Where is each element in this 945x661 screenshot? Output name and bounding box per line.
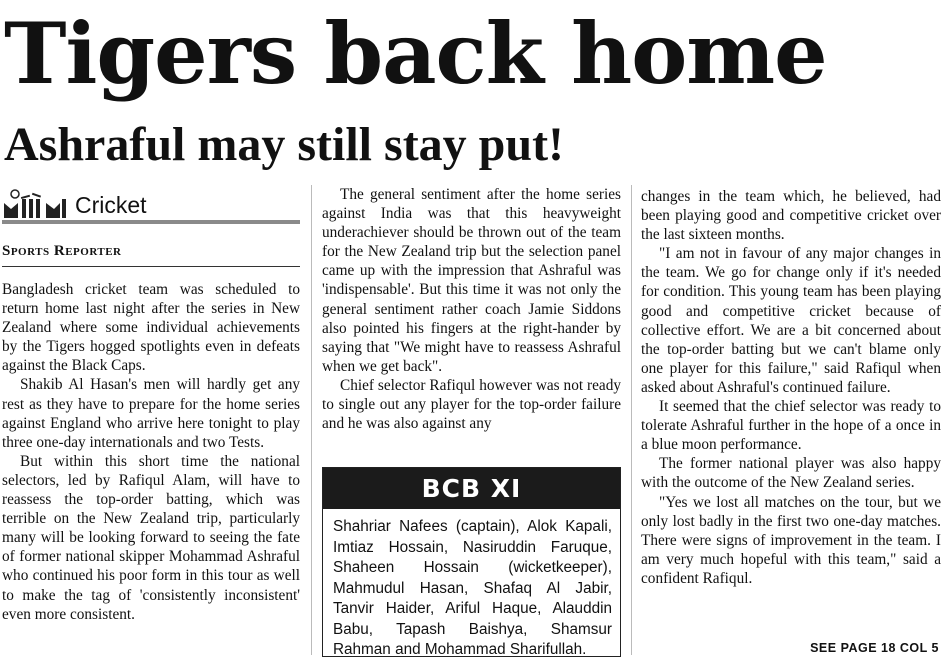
continuation-note: SEE PAGE 18 COL 5 [810,641,939,655]
article-column-2 [322,185,621,433]
paragraph: Bangladesh cricket team was scheduled to return home last night after the series in New Zealand where some individual achievements by the Tigers hogged spotlights even in defeats against the Black Caps. [2,281,300,375]
paragraph: It seemed that the chief selector was ready to tolerate Ashraful further in the hope of a once in a blue moon performance. [641,398,941,454]
squad-box-players: Shahriar Nafees (captain), Alok Kapali, Imtiaz Hossain, Nasiruddin Faruque, Shaheen Hossain (wicketkeeper), Mahmudul Hasan, Shafaq Al Jabir, Tanvir Haider, Ariful Haque, Alauddin Babu, Tapash Baishya, Shamsur Rahman and Mohammad Sharifullah. [333,518,612,658]
paragraph: changes in the team which, he believed, had been playing good and competitive cricket over the last sixteen months. [641,188,941,244]
paragraph: The general sentiment after the home series against India was that this heavyweight underachiever should be thrown out of the team for the New Zealand trip but the selection panel came up with the impression that Ashraful was 'indispensable'. But this time it was not only the general sentiment rather coach Jamie Siddons also pointed his fingers at the right-hander by saying that "We might have to reassess Ashraful when we get back". [322,186,621,375]
column-divider [631,185,632,655]
section-header [2,183,300,225]
section-label: Cricket [75,192,147,218]
headline: Tigers back home [4,4,827,103]
cricket-stumps-icon [2,189,68,219]
paragraph: The former national player was also happy with the outcome of the New Zealand series. [641,455,941,492]
section-rule [2,220,300,224]
paragraph: Chief selector Rafiqul however was not ready to single out any player for the top-order failure and he was also against any [322,376,621,433]
byline: Sports Reporter [2,243,122,259]
squad-box-title: BCB XI [323,468,620,509]
paragraph: Shakib Al Hasan's men will hardly get any rest as they have to prepare for the home series against England who arrive here tonight to play three one-day internationals and two Tests. [2,376,300,451]
column-divider [311,185,312,655]
article-column-1 [2,280,300,624]
paragraph: "I am not in favour of any major changes in the team. We go for change only if it's needed for condition. This young team has been playing good and competitive cricket because of collective effort. We are a bit concerned about the top-order batting but we can't blame only one player for this failure," said Rafiqul when asked about Ashraful's continued failure. [641,245,941,396]
byline-rule [2,266,300,267]
paragraph: But within this short time the national selectors, led by Rafiqul Alam, will have to reassess the top-order batting, which was terrible on the New Zealand trip, particularly many will be looking forward to seeing the fate of former national skipper Mohammad Ashraful who continued his poor form in this tour as well to make the tag of 'consistently inconsistent' even more consistent. [2,452,300,623]
paragraph: "Yes we lost all matches on the tour, but we only lost badly in the first two one-day matches. There were signs of improvement in the team. I am very much hopeful with this team," said a confident Rafiqul. [641,493,941,587]
article-column-3 [641,187,941,588]
subheadline: Ashraful may still stay put! [4,118,565,171]
squad-box [322,467,621,657]
